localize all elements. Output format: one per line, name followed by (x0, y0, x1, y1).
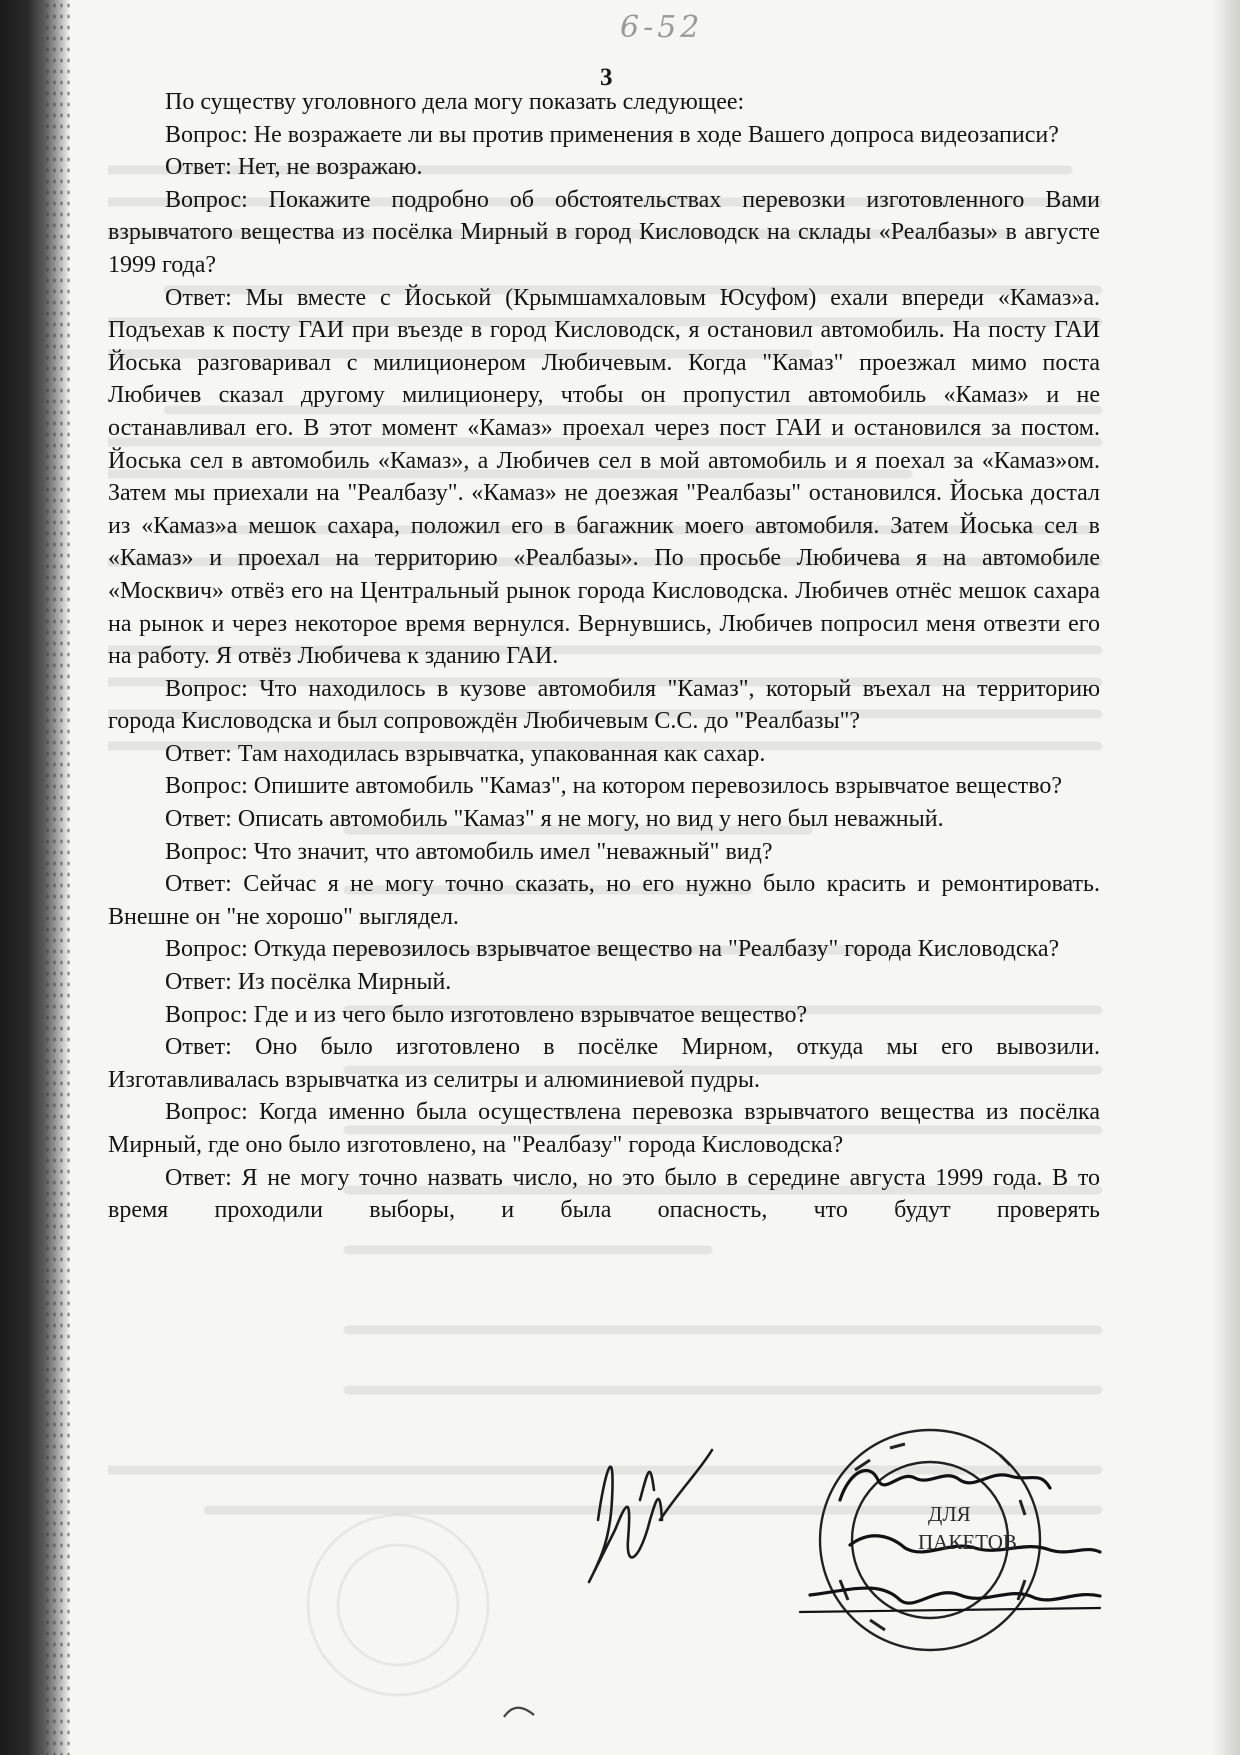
paragraph-answer: Ответ: Из посёлка Мирный. (165, 969, 452, 996)
paragraph-question: Вопрос: Опишите автомобиль "Камаз", на котором перевозилось взрывчатое вещество? (165, 773, 1063, 800)
page-number: 3 (600, 64, 613, 91)
paragraph-question: Вопрос: Когда именно была осуществлена перевозка взрывчатого вещества из посёлка Мирный, где оно было изготовлено, на "Реалбазу" города Кисловодска? (108, 1099, 1100, 1158)
paragraph-answer: Ответ: Я не могу точно назвать число, но это было в середине августа 1999 года. В то время проходили выборы, и была опасность, что будут проверять (108, 1164, 1100, 1224)
investigator-signature (800, 1470, 1100, 1612)
paragraph-answer: Ответ: Оно было изготовлено в посёлке Мирном, откуда мы его вывозили. Изготавливалась взрывчатка из селитры и алюминиевой пудры. (108, 1034, 1100, 1093)
paragraph-question: Вопрос: Что находилось в кузове автомобиля "Камаз", который въехал на территорию города Кисловодска и был сопровождён Любичевым С.С. до "Реалбазы"? (108, 675, 1100, 735)
paragraph-question: Вопрос: Где и из чего было изготовлено взрывчатое вещество? (165, 1001, 808, 1028)
paragraph-question: Вопрос: Покажите подробно об обстоятельствах перевозки изготовленного Вами взрывчатого вещества из посёлка Мирный в город Кисловодск на склады «Реалбазы» в августе 1999 года? (108, 186, 1100, 278)
scan-edge-noise (44, 0, 70, 1755)
official-stamp (820, 1430, 1040, 1650)
document-body (108, 86, 1100, 1227)
handwritten-mark: 6-52 (620, 10, 704, 45)
bottom-scan-mark (500, 1700, 540, 1730)
scan-mark-glyph (500, 1703, 540, 1723)
paragraph-intro: По существу уголовного дела могу показать следующее: (165, 89, 745, 115)
scan-right-edge (1212, 0, 1240, 1755)
paragraph-answer: Ответ: Там находилась взрывчатка, упакованная как сахар. (165, 740, 766, 767)
paragraph-question: Вопрос: Откуда перевозилось взрывчатое вещество на "Реалбазу" города Кисловодска? (165, 936, 1060, 963)
stamp-label: ПАКЕТОВ (918, 1530, 1017, 1554)
paragraph-answer: Ответ: Описать автомобиль "Камаз" я не могу, но вид у него был неважный. (165, 806, 944, 833)
paragraph-question: Вопрос: Что значит, что автомобиль имел "неважный" вид? (165, 838, 773, 865)
paragraph-question: Вопрос: Не возражаете ли вы против применения в ходе Вашего допроса видеозаписи? (165, 121, 1059, 148)
paragraph-answer: Ответ: Нет, не возражаю. (165, 154, 423, 181)
stamp-label: ДЛЯ (928, 1502, 971, 1526)
paragraph-answer: Ответ: Сейчас я не могу точно сказать, но его нужно было красить и ремонтировать. Внешне он "не хорошо" выглядел. (108, 871, 1100, 930)
paragraph-answer: Ответ: Мы вместе с Йоськой (Крымшамхаловым Юсуфом) ехали впереди «Камаз»а. Подъехав к посту ГАИ при въезде в город Кисловодск, я остановил автомобиль. На посту ГАИ Йоська разговаривал с милиционером Любичевым. Когда "Камаз" проезжал мимо поста Любичев сказал другому милиционеру, чтобы он пропустил автомобиль «Камаз» и не останавливал его. В этот момент «Камаз» проехал через пост ГАИ и остановился за постом. Йоська сел в автомобиль «Камаз», а Любичев сел в мой автомобиль и я поехал за «Камаз»ом. Затем мы приехали на "Реалбазу". «Камаз» не доезжая "Реалбазы" остановился. Йоська достал из «Камаз»а мешок сахара, положил его в багажник моего автомобиля. Затем Йоська сел в «Камаз» и проехал на территорию «Реалбазы». По просьбе Любичева я на автомобиле «Москвич» отвёз его на Центральный рынок города Кисловодска. Любичев отнёс мешок сахара на рынок и через некоторое время вернулся. Вернувшись, Любичев попросил меня отвезти его на работу. Я отвёз Любичева к зданию ГАИ. (108, 284, 1100, 670)
witness-signature (589, 1450, 712, 1582)
